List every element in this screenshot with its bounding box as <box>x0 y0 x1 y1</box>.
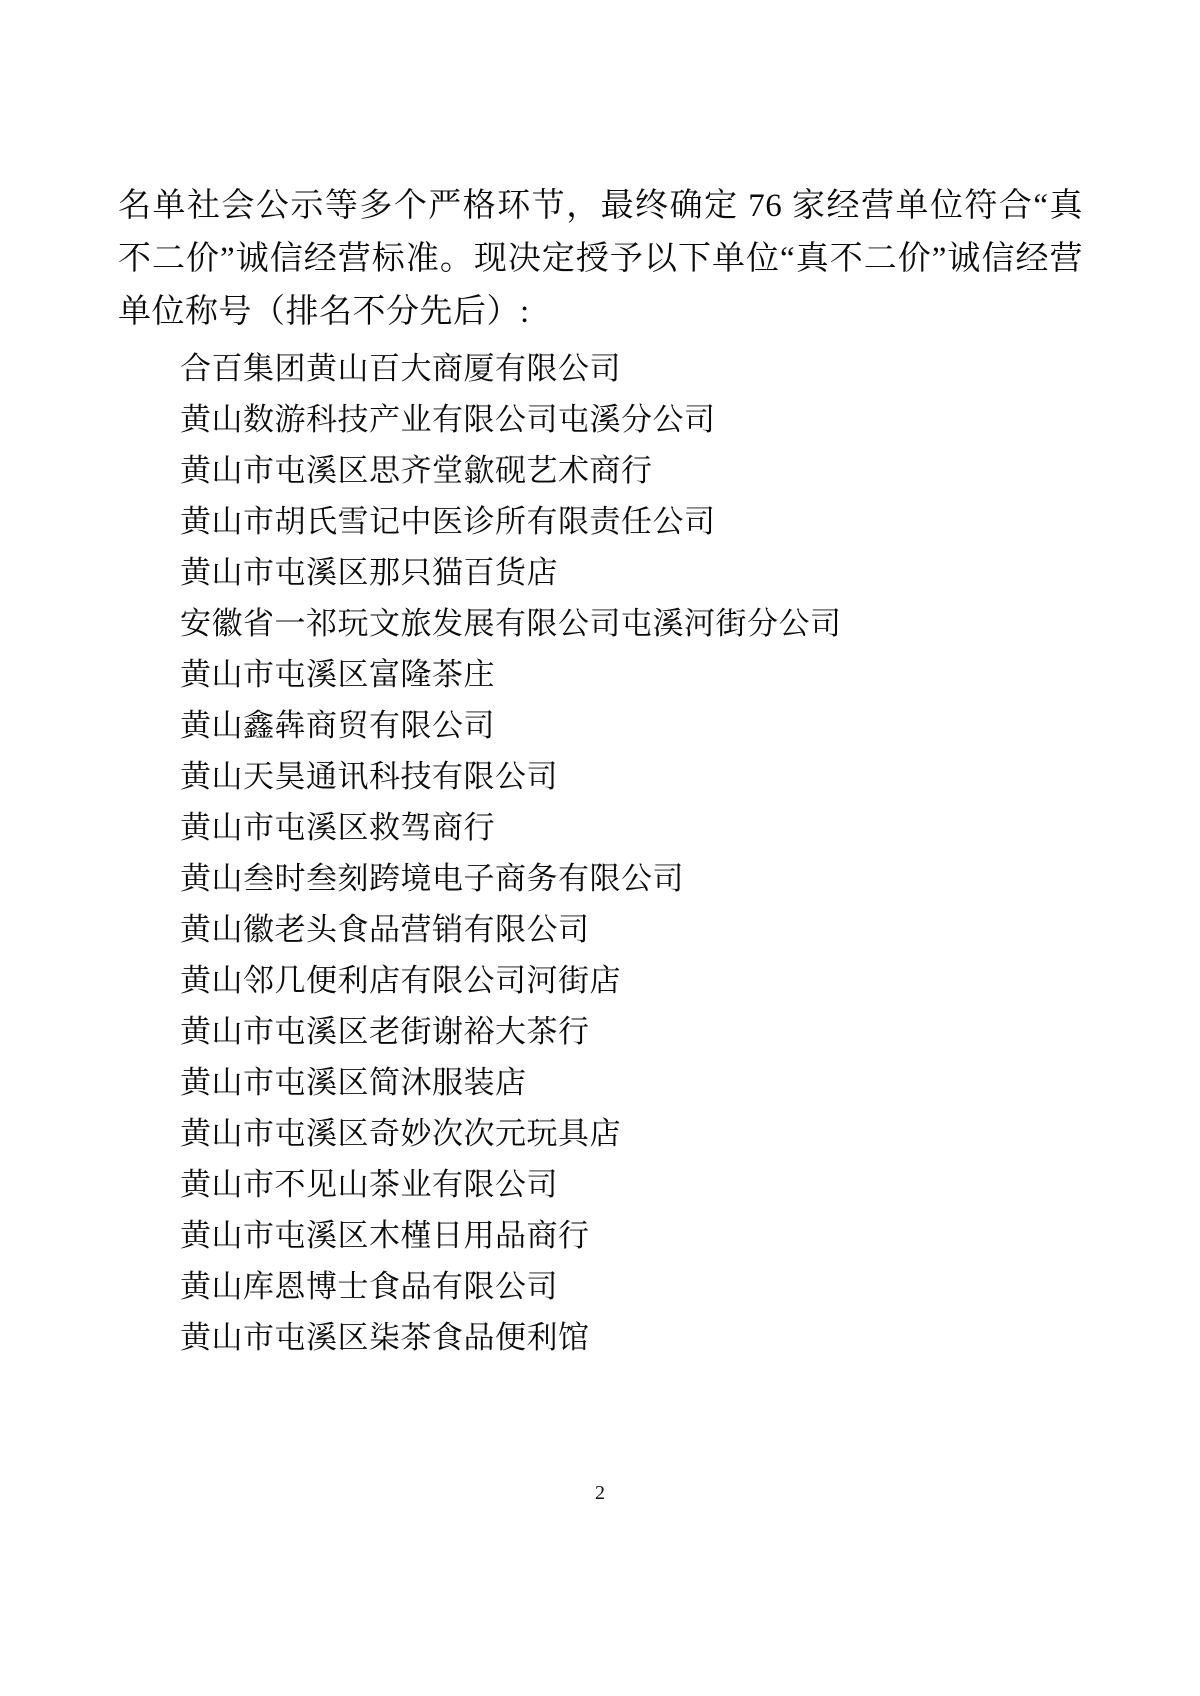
list-item: 安徽省一祁玩文旅发展有限公司屯溪河街分公司 <box>180 606 842 641</box>
list-item: 黄山库恩博士食品有限公司 <box>180 1269 558 1304</box>
list-item: 合百集团黄山百大商厦有限公司 <box>180 351 621 386</box>
list-item: 黄山市屯溪区简沐服装店 <box>180 1065 527 1100</box>
list-item: 黄山邻几便利店有限公司河街店 <box>180 963 621 998</box>
body-paragraph: 名单社会公示等多个严格环节，最终确定 76 家经营单位符合“真不二价”诚信经营标准。现决定授予以下单位“真不二价”诚信经营单位称号（排名不分先后）: <box>118 188 1083 330</box>
list-item: 黄山数游科技产业有限公司屯溪分公司 <box>180 402 716 437</box>
list-item: 黄山徽老头食品营销有限公司 <box>180 912 590 947</box>
list-item: 黄山鑫犇商贸有限公司 <box>180 708 495 743</box>
list-item: 黄山市屯溪区木槿日用品商行 <box>180 1218 590 1253</box>
list-item: 黄山市屯溪区那只猫百货店 <box>180 555 558 590</box>
unit-name-list <box>118 343 1083 1363</box>
list-item: 黄山市屯溪区思齐堂歙砚艺术商行 <box>180 453 653 488</box>
page-number: 2 <box>595 1482 605 1504</box>
list-item: 黄山市屯溪区富隆茶庄 <box>180 657 495 692</box>
list-item: 黄山市胡氏雪记中医诊所有限责任公司 <box>180 504 716 539</box>
list-item: 黄山市屯溪区柒茶食品便利馆 <box>180 1320 590 1355</box>
list-item: 黄山市屯溪区救驾商行 <box>180 810 495 845</box>
list-item: 黄山天昊通讯科技有限公司 <box>180 759 558 794</box>
list-item: 黄山叁时叁刻跨境电子商务有限公司 <box>180 861 684 896</box>
document-content <box>118 180 1083 1363</box>
list-item: 黄山市屯溪区老街谢裕大茶行 <box>180 1014 590 1049</box>
list-item: 黄山市屯溪区奇妙次次元玩具店 <box>180 1116 621 1151</box>
list-item: 黄山市不见山茶业有限公司 <box>180 1167 558 1202</box>
